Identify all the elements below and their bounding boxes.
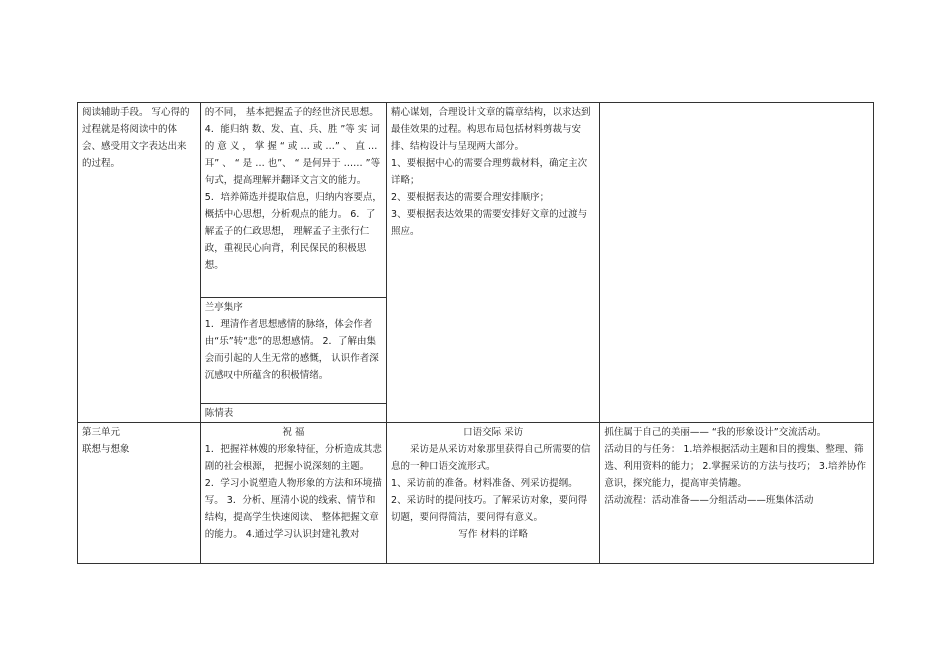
writing-title: 写作 材料的详略 [458, 529, 528, 540]
row1-col3-cell [387, 103, 600, 423]
lanting-objectives-text: 1．理清作者思想感情的脉络，体会作者由“乐”转“悲”的思想感情。 2．了解由集会而引起的人生无常的感慨， 认识作者深沉感叹中所蕴含的积极情绪。 [204, 319, 379, 381]
table-row [78, 103, 874, 298]
composition-item-3: 3、要根据表达效果的需要安排好文章的过渡与照应。 [391, 209, 588, 237]
row1-col1-text: 阅读辅助手段。 写心得的过程就是将阅读中的体会、感受用文字表达出来的过程。 [82, 107, 190, 169]
activity-title: 抓住属于自己的美丽—— “我的形象设计”交流活动。 [604, 427, 827, 438]
row1-col4-cell [600, 103, 874, 423]
row1-col1-cell [78, 103, 201, 423]
mencius-objectives-text: 的不同， 基本把握孟子的经世济民思想。 4．能归纳 数、发、直、兵、胜 ”等 实 词 的 意 义 ， 掌 握 “ 或 … 或 …” 、 直 … 耳” 、 “ 是 … 也”、 “ 是何异于 …… ”等句式，提高理解并翻译文言文的能力。 5．培养筛选并提取信息，归纳内容要点，概括中心思想，分析观点的能力。 6．了解孟子的仁政思想， 理解孟子主张行仁政，重视民心向背，利民保民的积极思想。 [204, 107, 382, 271]
chenqingbiao-title: 陈情表 [204, 408, 234, 419]
zhufu-cell [200, 423, 386, 564]
activity-goals: 活动目的与任务： 1.培养根据活动主题和目的搜集、整理、筛选、利用资料的能力； 2.掌握采访的方法与技巧； 3.培养协作意识，探究能力，提高审美情趣。 [604, 444, 866, 489]
activity-cell [600, 423, 874, 564]
lanting-title: 兰亭集序 [204, 302, 243, 313]
table-row [78, 423, 874, 564]
interview-title: 口语交际 采访 [463, 427, 524, 438]
zhufu-objectives-text: 1．把握祥林嫂的形象特征，分析造成其悲剧的社会根源， 把握小说深刻的主题。 2．学习小说塑造人物形象的方法和环境描写。 3．分析、厘清小说的线索、情节和结构，提高学生快速阅读、 整体把握文章的能力。 4.通过学习认识封建礼教对 [204, 444, 382, 540]
composition-item-2: 2、要根据表达的需要合理安排顺序； [391, 192, 550, 203]
unit-theme: 联想与想象 [82, 444, 130, 455]
interview-steps: 1、采访前的准备。材料准备、列采访提纲。 2、采访时的提问技巧。了解采访对象，要问得切题，要问得简洁，要问得有意义。 [391, 478, 588, 523]
chenqingbiao-cell [200, 404, 386, 423]
composition-intro: 精心谋划，合理设计文章的篇章结构，以求达到最佳效果的过程。构思布局包括材料剪裁与安排、结构设计与呈现两大部分。 [391, 107, 591, 152]
lanting-cell [200, 298, 386, 404]
activity-flow: 活动流程：活动准备——分组活动——班集体活动 [604, 495, 814, 506]
composition-item-1: 1、要根据中心的需要合理剪裁材料，确定主次详略； [391, 158, 588, 186]
curriculum-table [77, 102, 874, 564]
unit-label: 第三单元 [82, 427, 121, 438]
interview-cell [387, 423, 600, 564]
unit3-cell [78, 423, 201, 564]
interview-intro: 采访是从采访对象那里获得自己所需要的信息的一种口语交流形式。 [391, 444, 591, 472]
zhufu-title: 祝 福 [282, 427, 305, 438]
row1-col2-main-cell [200, 103, 386, 298]
